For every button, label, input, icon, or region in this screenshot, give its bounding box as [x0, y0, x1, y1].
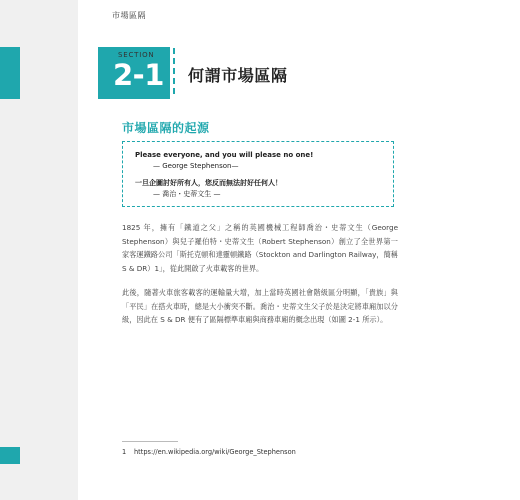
- section-divider: [173, 48, 175, 94]
- section-label: SECTION: [118, 51, 155, 59]
- left-accent-band-top: [0, 47, 20, 99]
- footnote: [122, 448, 296, 456]
- quote-en-line: Please everyone, and you will please no one!: [135, 151, 314, 159]
- subheading: 市場區隔的起源: [122, 121, 210, 135]
- footnote-rule: [122, 441, 178, 442]
- section-number: 2-1: [113, 58, 164, 92]
- quote-box: [122, 141, 394, 207]
- running-header: 市場區隔: [112, 11, 146, 20]
- body-paragraph-2: 此後，隨著火車旅客載客的運輸量大增，加上當時英國社會階級區分明顯，「貴族」與「平民」在搭火車時，總是大小衝突不斷。喬治・史蒂文生父子於是決定將車廂加以分級，因此在 S & DR 便有了區隔標準車廂與商務車廂的概念出現（如圖 2-1 所示）。: [122, 288, 398, 325]
- quote-zh-author: — 喬治・史蒂文生 —: [153, 190, 221, 198]
- section-title: 何謂市場區隔: [188, 66, 288, 85]
- footnote-number: 1: [122, 448, 127, 456]
- page-number: 2-2: [82, 450, 96, 459]
- quote-zh-line: 一旦企圖討好所有人，您反而無法討好任何人！: [135, 179, 282, 187]
- body-paragraph-1: 1825 年，擁有「鐵道之父」之稱的英國機械工程師喬治・史蒂文生（George Stephenson）與兒子羅伯特・史蒂文生（Robert Stephenson）創立了全世界第一家客運鐵路公司「斯托克頓和達靈頓鐵路（Stockton and Darlington Railway，簡稱 S & DR）1」，從此開啟了火車載客的世界。: [122, 223, 398, 273]
- footnote-link[interactable]: https://en.wikipedia.org/wiki/George_Stephenson: [134, 448, 296, 456]
- quote-en-author: — George Stephenson—: [153, 162, 239, 170]
- left-accent-band-bottom: [0, 447, 20, 464]
